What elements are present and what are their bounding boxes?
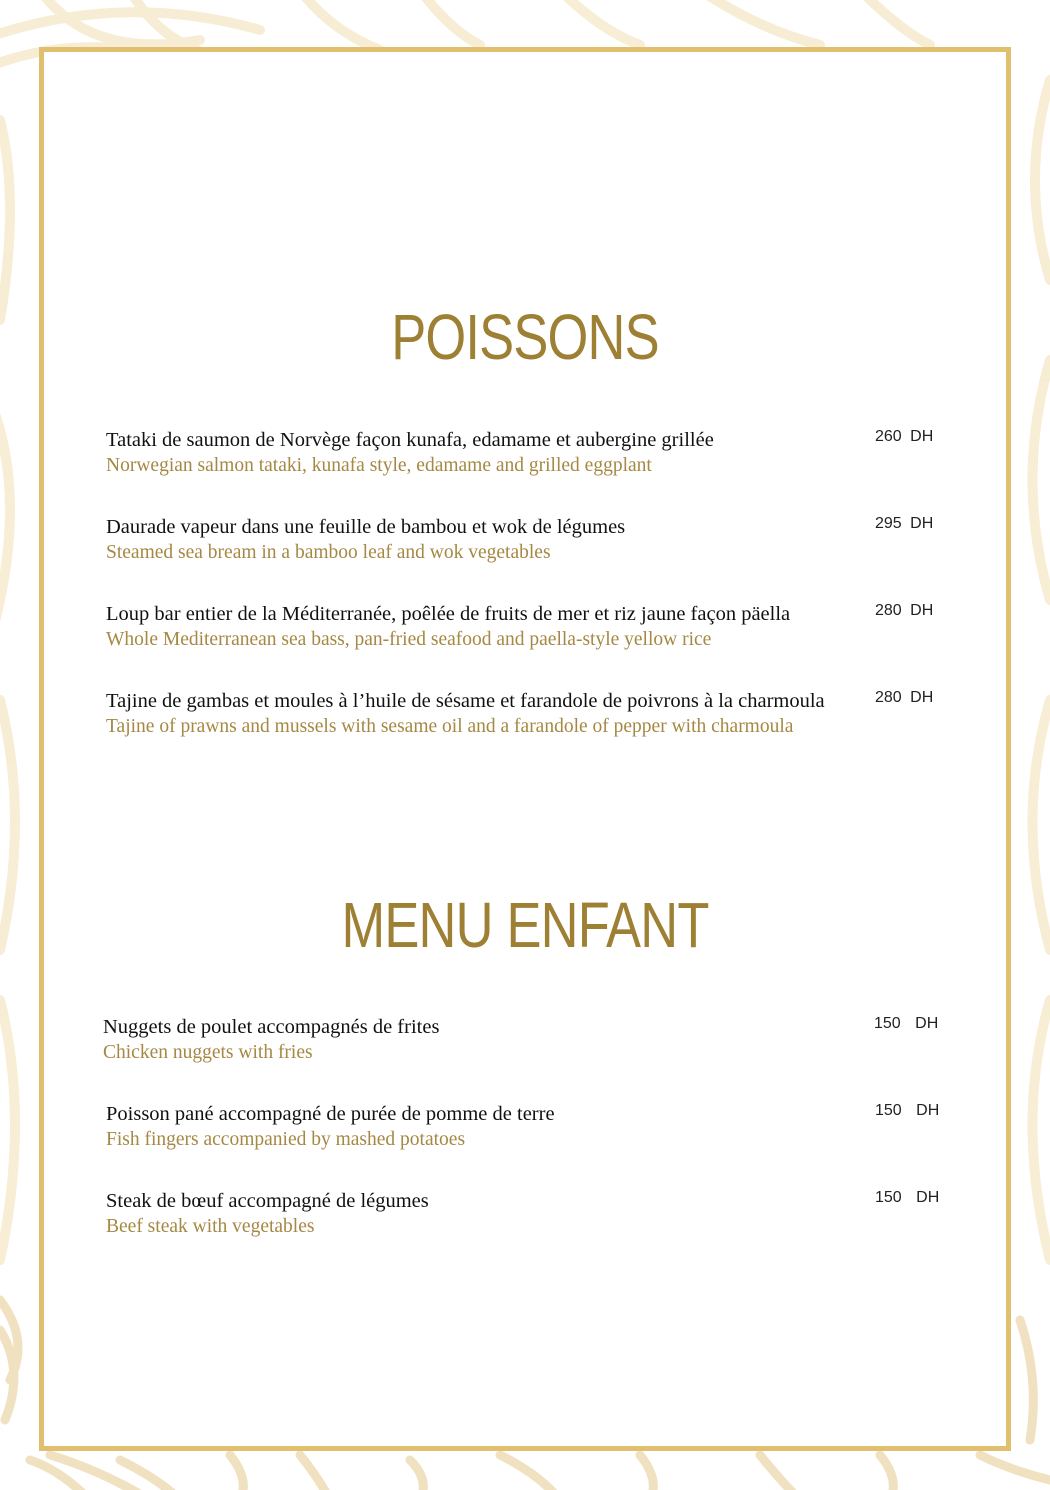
menu-item — [106, 514, 956, 566]
menu-item — [106, 601, 956, 653]
item-name-fr: Daurade vapeur dans une feuille de bambou et wok de légumes — [106, 516, 626, 538]
menu-item — [106, 1101, 956, 1153]
price-currency: DH — [910, 689, 934, 706]
item-price — [875, 428, 933, 446]
price-currency: DH — [910, 428, 934, 445]
item-name-fr: Tajine de gambas et moules à l’huile de sésame et farandole de poivrons à la charmoula — [106, 690, 825, 712]
item-price — [875, 515, 933, 533]
item-price — [875, 1189, 939, 1207]
item-name-en: Norwegian salmon tataki, kunafa style, edamame and grilled eggplant — [106, 455, 652, 476]
item-price — [875, 602, 933, 620]
item-name-fr: Poisson pané accompagné de purée de pomme de terre — [106, 1103, 555, 1125]
item-name-en: Beef steak with vegetables — [106, 1216, 315, 1237]
item-name-fr: Tataki de saumon de Norvège façon kunafa, edamame et aubergine grillée — [106, 429, 714, 451]
menu-item — [106, 427, 956, 479]
price-value: 280 — [875, 689, 902, 706]
menu-item — [103, 1014, 953, 1066]
menu-item — [106, 688, 956, 740]
price-currency: DH — [916, 1102, 940, 1119]
price-value: 280 — [875, 602, 902, 619]
price-value: 260 — [875, 428, 902, 445]
section-title-menu-enfant: MENU ENFANT — [341, 889, 709, 961]
price-currency: DH — [910, 515, 934, 532]
item-price — [875, 689, 933, 707]
item-name-en: Tajine of prawns and mussels with sesame oil and a farandole of pepper with charmoula — [106, 716, 794, 737]
price-currency: DH — [915, 1015, 939, 1032]
item-name-en: Whole Mediterranean sea bass, pan-fried seafood and paella-style yellow rice — [106, 629, 712, 650]
price-currency: DH — [916, 1189, 940, 1206]
item-name-en: Chicken nuggets with fries — [103, 1042, 313, 1063]
item-name-fr: Nuggets de poulet accompagnés de frites — [103, 1016, 440, 1038]
price-value: 150 — [875, 1189, 902, 1206]
price-value: 150 — [875, 1102, 902, 1119]
item-name-fr: Loup bar entier de la Méditerranée, poêlée de fruits de mer et riz jaune façon päella — [106, 603, 791, 625]
item-price — [874, 1015, 938, 1033]
menu-page-frame — [39, 47, 1011, 1451]
item-name-fr: Steak de bœuf accompagné de légumes — [106, 1190, 429, 1212]
item-price — [875, 1102, 939, 1120]
section-title-poissons: POISSONS — [391, 301, 659, 373]
price-value: 295 — [875, 515, 902, 532]
menu-item — [106, 1188, 956, 1240]
price-currency: DH — [910, 602, 934, 619]
item-name-en: Fish fingers accompanied by mashed potatoes — [106, 1129, 466, 1150]
item-name-en: Steamed sea bream in a bamboo leaf and wok vegetables — [106, 542, 551, 563]
price-value: 150 — [874, 1015, 901, 1032]
